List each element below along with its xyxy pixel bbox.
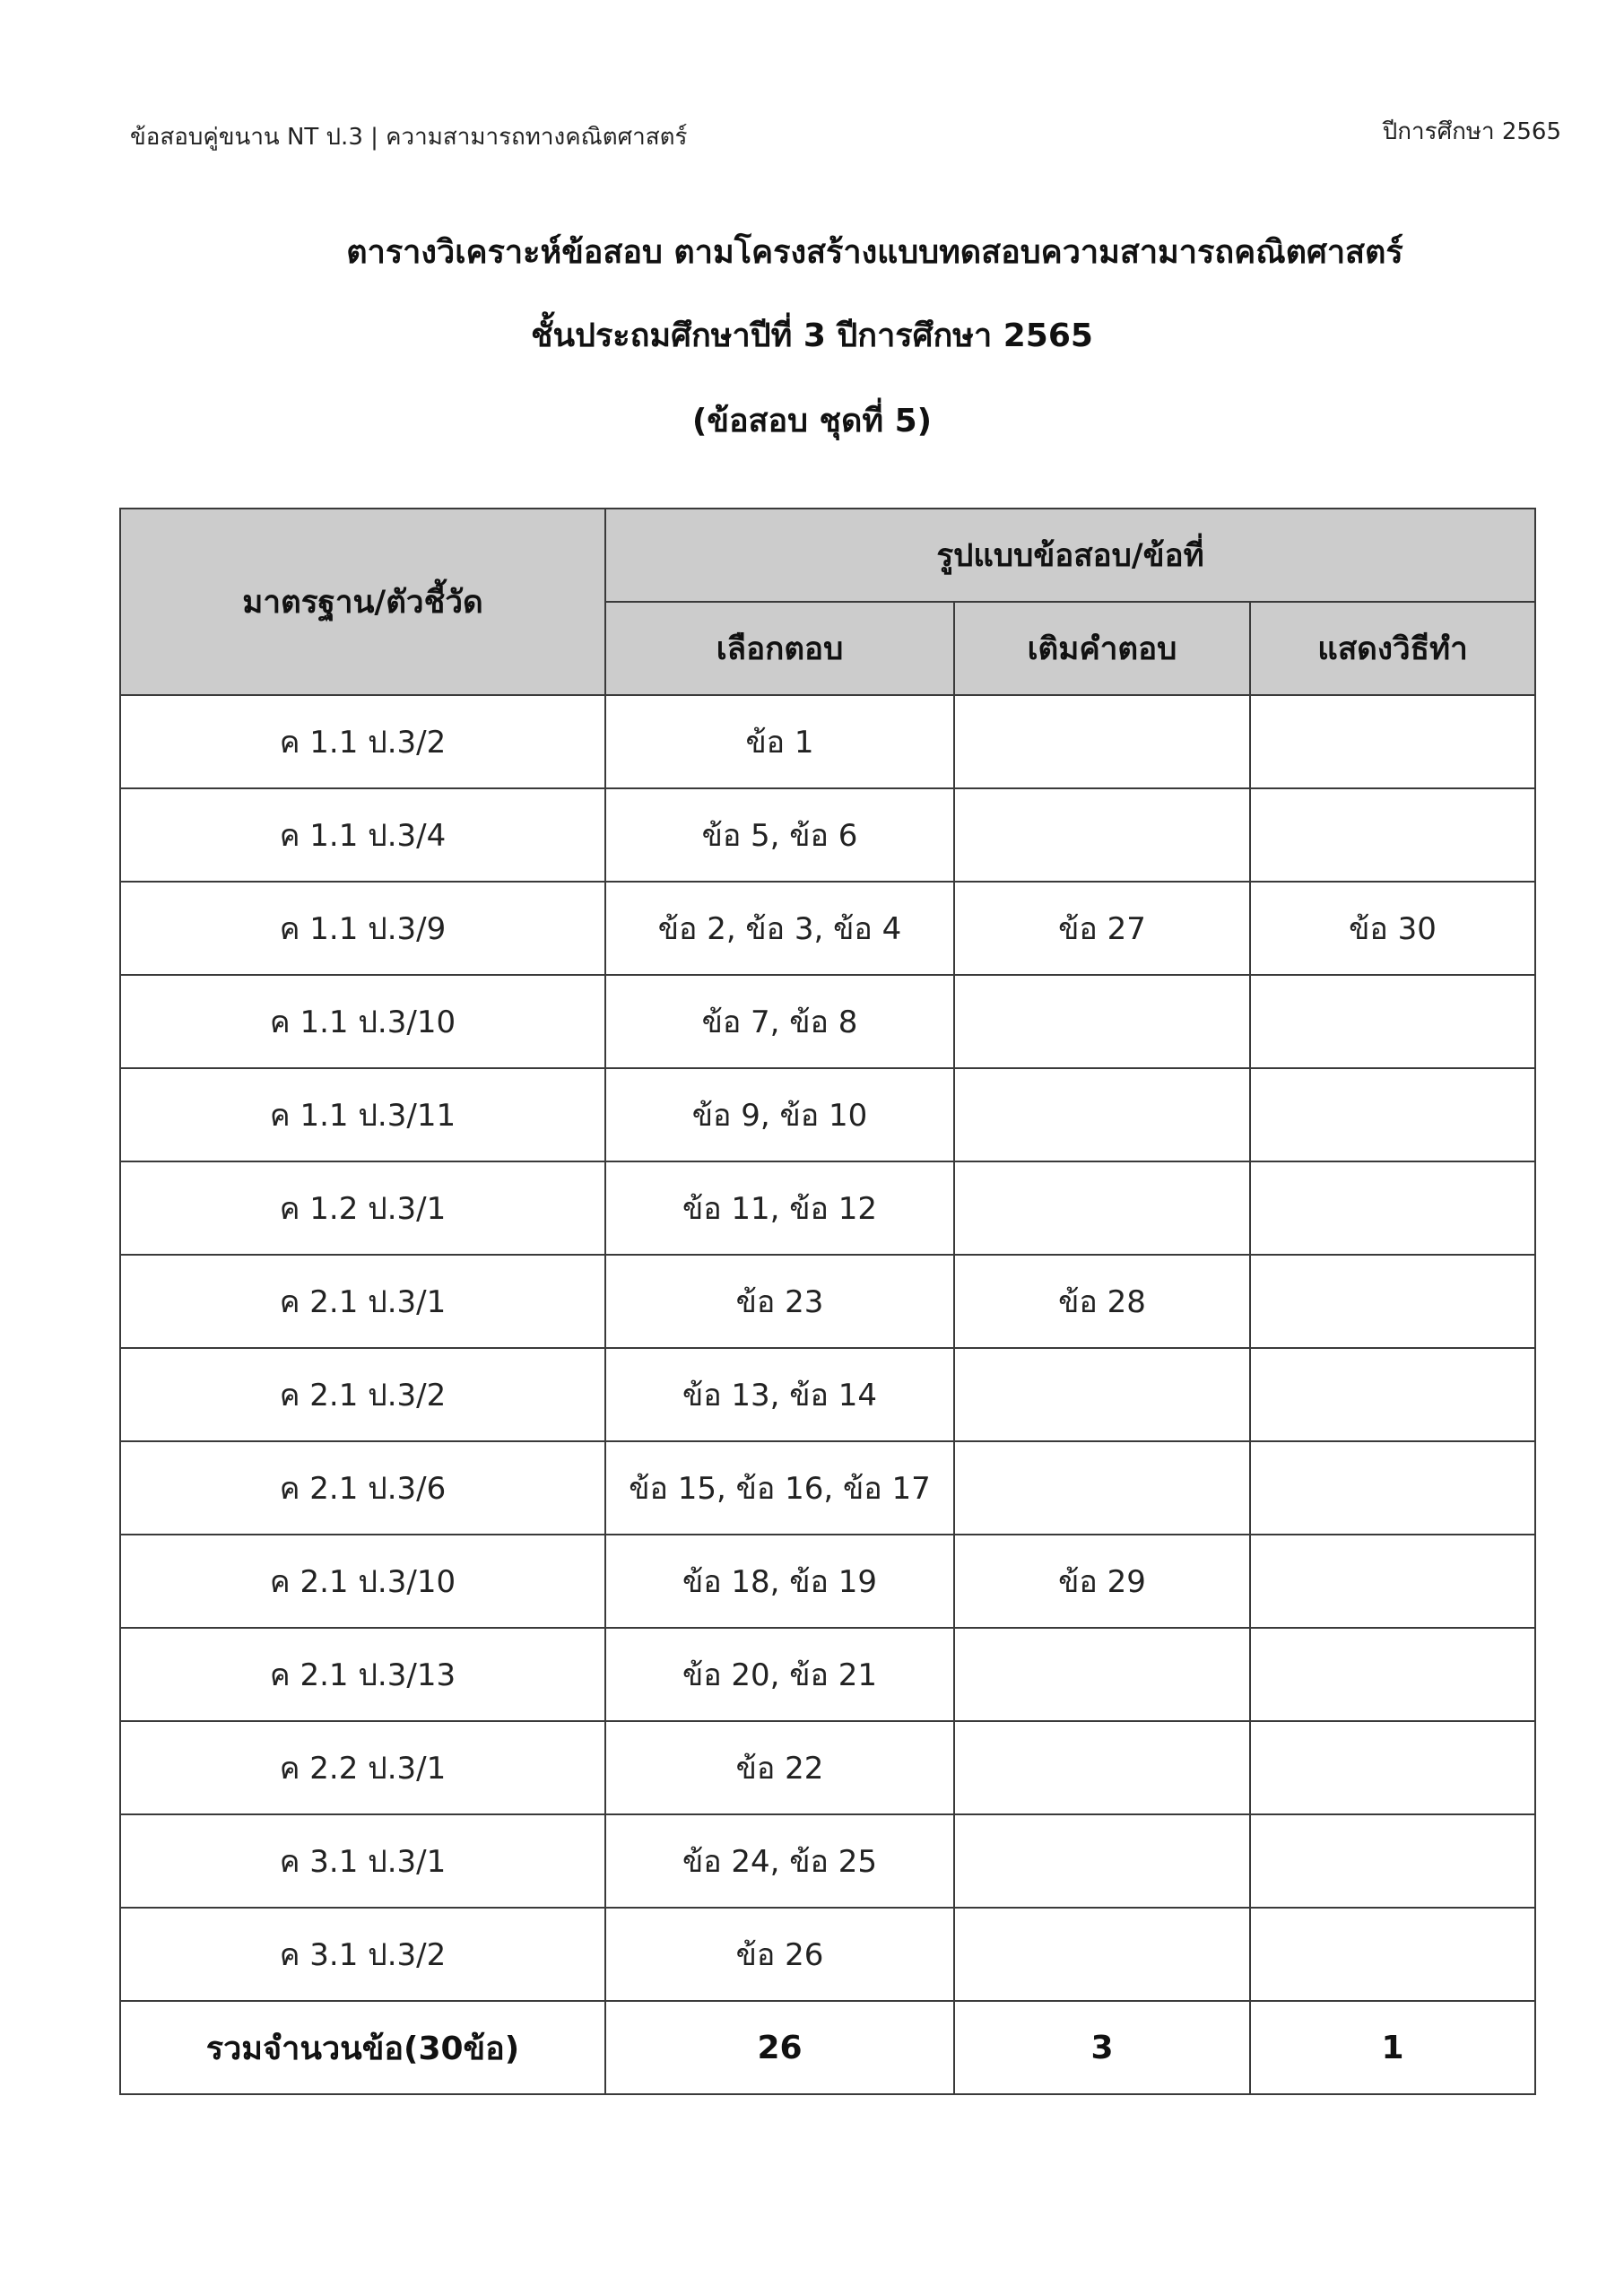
cell-show xyxy=(1250,1535,1535,1628)
cell-fill xyxy=(954,1441,1250,1535)
cell-show xyxy=(1250,695,1535,788)
header-right: ปีการศึกษา 2565 xyxy=(1382,118,1561,145)
cell-choice: ข้อ 9, ข้อ 10 xyxy=(605,1068,954,1161)
cell-choice: ข้อ 22 xyxy=(605,1721,954,1814)
table-header-row xyxy=(120,509,1535,602)
cell-choice: ข้อ 5, ข้อ 6 xyxy=(605,788,954,882)
table-row xyxy=(120,1535,1535,1628)
cell-indicator: ค 2.1 ป.3/2 xyxy=(120,1348,605,1441)
table-row xyxy=(120,695,1535,788)
table-row xyxy=(120,1814,1535,1908)
total-fill: 3 xyxy=(954,2001,1250,2094)
cell-show xyxy=(1250,1628,1535,1721)
cell-fill: ข้อ 27 xyxy=(954,882,1250,975)
cell-choice: ข้อ 11, ข้อ 12 xyxy=(605,1161,954,1255)
total-show: 1 xyxy=(1250,2001,1535,2094)
cell-show xyxy=(1250,1161,1535,1255)
cell-fill xyxy=(954,695,1250,788)
cell-choice: ข้อ 2, ข้อ 3, ข้อ 4 xyxy=(605,882,954,975)
header-fill-answer: เติมคำตอบ xyxy=(954,602,1250,695)
table-row xyxy=(120,1721,1535,1814)
cell-indicator: ค 3.1 ป.3/2 xyxy=(120,1908,605,2001)
cell-indicator: ค 1.1 ป.3/11 xyxy=(120,1068,605,1161)
header-indicator: มาตรฐาน/ตัวชี้วัด xyxy=(120,509,605,695)
table-row xyxy=(120,788,1535,882)
cell-fill xyxy=(954,788,1250,882)
cell-show xyxy=(1250,1441,1535,1535)
cell-choice: ข้อ 24, ข้อ 25 xyxy=(605,1814,954,1908)
cell-choice: ข้อ 26 xyxy=(605,1908,954,2001)
cell-show: ข้อ 30 xyxy=(1250,882,1535,975)
cell-show xyxy=(1250,1908,1535,2001)
total-label: รวมจำนวนข้อ(30ข้อ) xyxy=(120,2001,605,2094)
cell-fill xyxy=(954,1628,1250,1721)
cell-fill: ข้อ 29 xyxy=(954,1535,1250,1628)
cell-indicator: ค 1.1 ป.3/2 xyxy=(120,695,605,788)
table-row xyxy=(120,1441,1535,1535)
cell-choice: ข้อ 15, ข้อ 16, ข้อ 17 xyxy=(605,1441,954,1535)
analysis-table xyxy=(119,508,1536,2095)
cell-choice: ข้อ 20, ข้อ 21 xyxy=(605,1628,954,1721)
cell-fill xyxy=(954,1721,1250,1814)
cell-show xyxy=(1250,1814,1535,1908)
cell-fill xyxy=(954,975,1250,1068)
header-show-work: แสดงวิธีทำ xyxy=(1250,602,1535,695)
cell-show xyxy=(1250,1721,1535,1814)
header-question-format: รูปแบบข้อสอบ/ข้อที่ xyxy=(605,509,1535,602)
table-row xyxy=(120,1348,1535,1441)
table-row xyxy=(120,1908,1535,2001)
cell-indicator: ค 2.1 ป.3/6 xyxy=(120,1441,605,1535)
cell-indicator: ค 2.1 ป.3/1 xyxy=(120,1255,605,1348)
doc-title: ตารางวิเคราะห์ข้อสอบ ตามโครงสร้างแบบทดสอบความสามารถคณิตศาสตร์ xyxy=(346,234,1403,271)
table-row xyxy=(120,1628,1535,1721)
cell-show xyxy=(1250,975,1535,1068)
cell-indicator: ค 1.1 ป.3/4 xyxy=(120,788,605,882)
cell-indicator: ค 1.2 ป.3/1 xyxy=(120,1161,605,1255)
cell-indicator: ค 3.1 ป.3/1 xyxy=(120,1814,605,1908)
cell-fill xyxy=(954,1908,1250,2001)
cell-indicator: ค 1.1 ป.3/9 xyxy=(120,882,605,975)
header-left: ข้อสอบคู่ขนาน NT ป.3 | ความสามารถทางคณิตศาสตร์ xyxy=(130,124,688,151)
cell-show xyxy=(1250,1255,1535,1348)
cell-fill xyxy=(954,1068,1250,1161)
cell-indicator: ค 1.1 ป.3/10 xyxy=(120,975,605,1068)
table-row xyxy=(120,975,1535,1068)
table-row xyxy=(120,1161,1535,1255)
cell-choice: ข้อ 23 xyxy=(605,1255,954,1348)
cell-choice: ข้อ 13, ข้อ 14 xyxy=(605,1348,954,1441)
total-row xyxy=(120,2001,1535,2094)
header-multiple-choice: เลือกตอบ xyxy=(605,602,954,695)
cell-fill xyxy=(954,1814,1250,1908)
cell-indicator: ค 2.1 ป.3/13 xyxy=(120,1628,605,1721)
doc-set-label: (ข้อสอบ ชุดที่ 5) xyxy=(691,403,933,439)
cell-indicator: ค 2.1 ป.3/10 xyxy=(120,1535,605,1628)
cell-choice: ข้อ 7, ข้อ 8 xyxy=(605,975,954,1068)
cell-choice: ข้อ 1 xyxy=(605,695,954,788)
table-row xyxy=(120,1068,1535,1161)
table-row xyxy=(120,882,1535,975)
doc-subtitle: ชั้นประถมศึกษาปีที่ 3 ปีการศึกษา 2565 xyxy=(531,317,1093,354)
total-choice: 26 xyxy=(605,2001,954,2094)
cell-fill: ข้อ 28 xyxy=(954,1255,1250,1348)
cell-show xyxy=(1250,1068,1535,1161)
cell-choice: ข้อ 18, ข้อ 19 xyxy=(605,1535,954,1628)
table-row xyxy=(120,1255,1535,1348)
cell-indicator: ค 2.2 ป.3/1 xyxy=(120,1721,605,1814)
cell-fill xyxy=(954,1161,1250,1255)
cell-show xyxy=(1250,788,1535,882)
cell-fill xyxy=(954,1348,1250,1441)
cell-show xyxy=(1250,1348,1535,1441)
